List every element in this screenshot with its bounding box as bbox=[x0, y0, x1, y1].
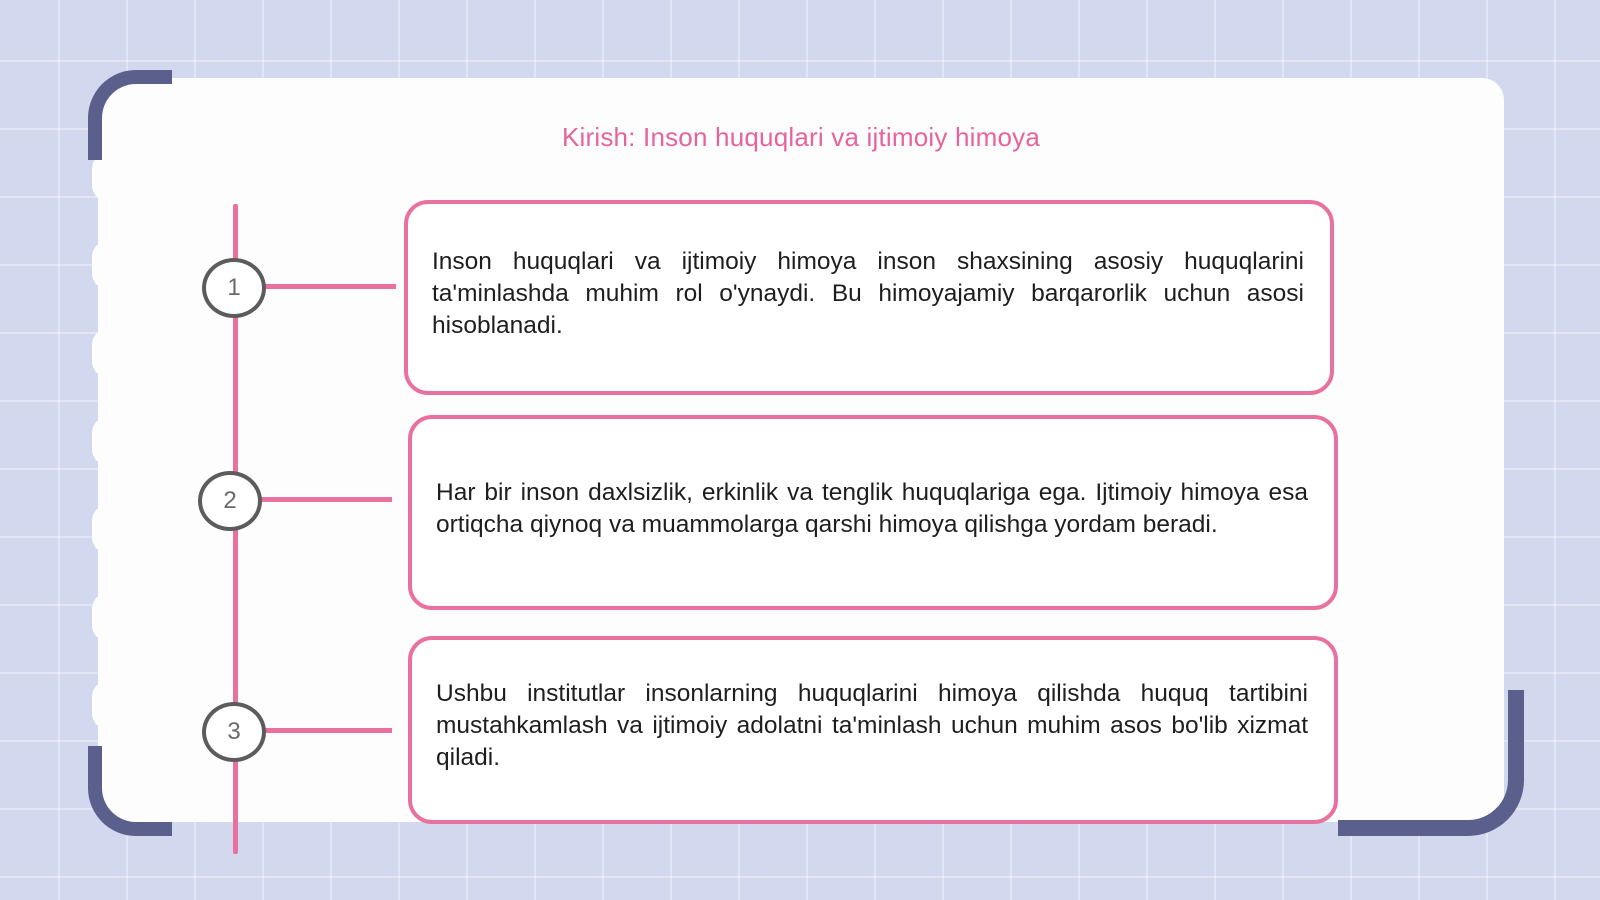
paper-scallop bbox=[92, 328, 126, 378]
slide-title: Kirish: Inson huquqlari va ijtimoiy himoya bbox=[561, 122, 1041, 152]
step-number-1: 1 bbox=[202, 258, 266, 318]
step-card-2 bbox=[408, 415, 1338, 610]
step-number-3: 3 bbox=[202, 702, 266, 762]
step-card-1 bbox=[404, 200, 1334, 395]
step-connector bbox=[260, 497, 392, 502]
corner-bracket-bottom-left bbox=[88, 746, 172, 836]
corner-bracket-bottom-right bbox=[1338, 690, 1524, 836]
paper-scallop bbox=[92, 240, 126, 290]
step-connector bbox=[262, 284, 396, 289]
step-card-3 bbox=[408, 636, 1338, 824]
paper-scallop bbox=[92, 504, 126, 554]
paper-scallop bbox=[92, 592, 126, 642]
paper-scallop bbox=[92, 680, 126, 730]
step-number-2: 2 bbox=[198, 471, 262, 531]
step-card-text: Inson huquqlari va ijtimoiy himoya inson shaxsining asosiy huquqlarini ta'minlashda muhim rol o'ynaydi. Bu himoyajamiy barqarorlik uchun asosi hisoblanadi. bbox=[432, 247, 1304, 339]
step-card-text: Ushbu institutlar insonlarning huquqlarini himoya qilishda huquq tartibini mustahkamlash va ijtimoiy adolatni ta'minlash uchun muhim asos bo'lib xizmat qiladi. bbox=[436, 680, 1308, 771]
step-card-text: Har bir inson daxlsizlik, erkinlik va tenglik huquqlariga ega. Ijtimoiy himoya esa ortiqcha qiynoq va muammolarga qarshi himoya qilishga yordam beradi. bbox=[436, 478, 1308, 538]
step-connector bbox=[262, 728, 392, 733]
paper-scallop bbox=[92, 416, 126, 466]
